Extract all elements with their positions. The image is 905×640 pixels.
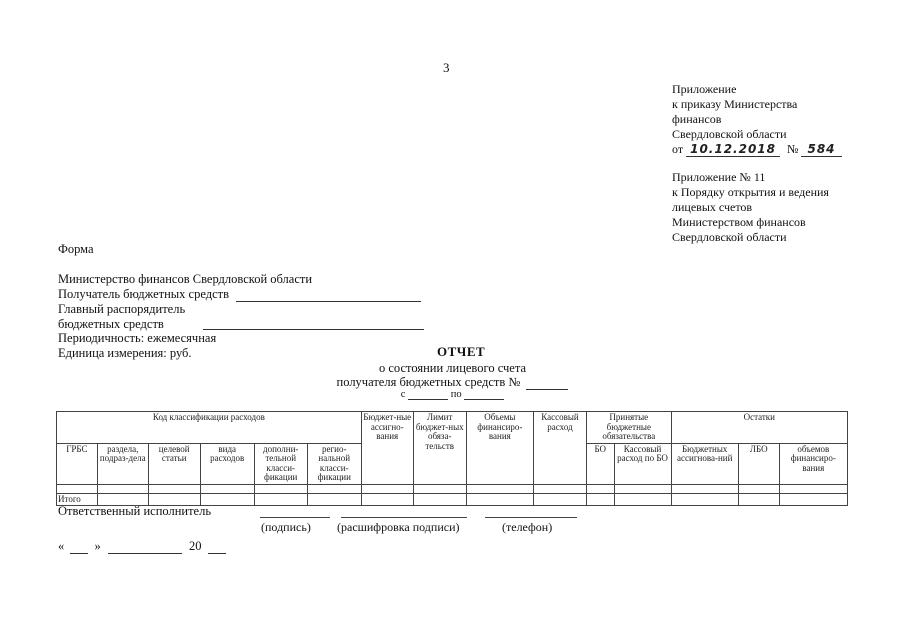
appendix-rules-line: Свердловской области: [672, 230, 787, 244]
year-blank: [208, 552, 226, 554]
col-cash: Кассовый расход: [533, 412, 586, 485]
period-from-blank: [408, 398, 448, 400]
account-label: получателя бюджетных средств №: [336, 375, 521, 389]
period-from-label: с: [400, 389, 406, 400]
date-prefix: от: [672, 142, 684, 156]
col-volumes: Объемы финансиро-вания: [466, 412, 533, 485]
col-bal-alloc: Бюджетных ассигнова-ний: [671, 443, 738, 484]
appendix-rules-line: Приложение № 11: [672, 170, 766, 184]
decoding-line: [341, 517, 467, 518]
report-period: [0, 389, 905, 400]
col-budget-alloc: Бюджет-ные ассигно-вания: [361, 412, 413, 485]
footer-decoding: (расшифровка подписи): [337, 520, 460, 534]
appendix-rules-line: лицевых счетов: [672, 200, 753, 214]
report-table: [56, 411, 848, 506]
header-manager-line1: Главный распорядитель: [58, 302, 186, 316]
accepted-header: Принятые бюджетные обязательства: [586, 412, 671, 444]
appendix-order-line: Свердловской области: [672, 127, 787, 141]
date-open-quote: «: [58, 539, 65, 553]
footer-responsible: Ответственный исполнитель: [58, 504, 212, 518]
col-grbs: ГРБС: [57, 443, 98, 484]
table-row: [57, 484, 848, 493]
header-recipient: Получатель бюджетных средств: [58, 287, 230, 301]
header-ministry: Министерство финансов Свердловской области: [58, 272, 313, 286]
footer-date-row: [58, 539, 226, 554]
date-close-quote: »: [94, 539, 101, 553]
manager-blank-line: [203, 329, 424, 330]
form-label: Форма: [58, 242, 94, 256]
col-type: вида расходов: [200, 443, 254, 484]
period-to-label: по: [450, 389, 462, 400]
total-label: Итого: [57, 493, 98, 506]
footer-signature: (подпись): [261, 520, 311, 534]
signature-line: [260, 517, 330, 518]
col-bo: БО: [586, 443, 614, 484]
day-blank: [70, 552, 88, 554]
handwritten-number: 584: [801, 142, 841, 157]
appendix-rules-block: [672, 170, 829, 245]
appendix-order-block: [672, 82, 842, 157]
header-recipient-row: [58, 287, 421, 302]
col-additional: дополни-тельной класси-фикации: [254, 443, 307, 484]
header-manager-row: [58, 317, 164, 332]
month-blank: [108, 552, 182, 554]
col-lbo: ЛБО: [738, 443, 779, 484]
number-sign: №: [787, 142, 799, 156]
report-subtitle: о состоянии лицевого счета: [378, 361, 526, 375]
footer-phone: (телефон): [502, 520, 553, 534]
balances-header: Остатки: [671, 412, 847, 444]
col-cash-bo: Кассовый расход по БО: [614, 443, 671, 484]
appendix-order-line: Приложение: [672, 82, 737, 96]
report-subtitle-account: [0, 375, 905, 390]
report-title: ОТЧЕТ: [437, 344, 486, 359]
period-to-blank: [464, 398, 504, 400]
appendix-order-date-line: [672, 142, 842, 157]
appendix-order-line: финансов: [672, 112, 722, 126]
page-number: 3: [443, 60, 450, 75]
header-periodicity: Периодичность: ежемесячная: [58, 331, 217, 345]
table-header-row: [57, 412, 848, 444]
appendix-order-line: к приказу Министерства: [672, 97, 798, 111]
col-regional: регио-нальной класси-фикации: [307, 443, 361, 484]
recipient-blank-line: [236, 300, 421, 302]
header-manager-line2: бюджетных средств: [58, 317, 164, 331]
classification-header: Код классификации расходов: [57, 412, 362, 444]
col-target: целевой статьи: [148, 443, 200, 484]
appendix-rules-line: к Порядку открытия и ведения: [672, 185, 829, 199]
year-prefix: 20: [189, 539, 202, 553]
col-limit: Лимит бюджет-ных обяза-тельств: [413, 412, 466, 485]
col-bal-volumes: объемов финансиро-вания: [779, 443, 847, 484]
header-unit: Единица измерения: руб.: [58, 346, 192, 360]
handwritten-date: 10.12.2018: [686, 142, 780, 157]
appendix-rules-line: Министерством финансов: [672, 215, 806, 229]
col-section: раздела, подраз-дела: [97, 443, 148, 484]
phone-line: [485, 517, 577, 518]
